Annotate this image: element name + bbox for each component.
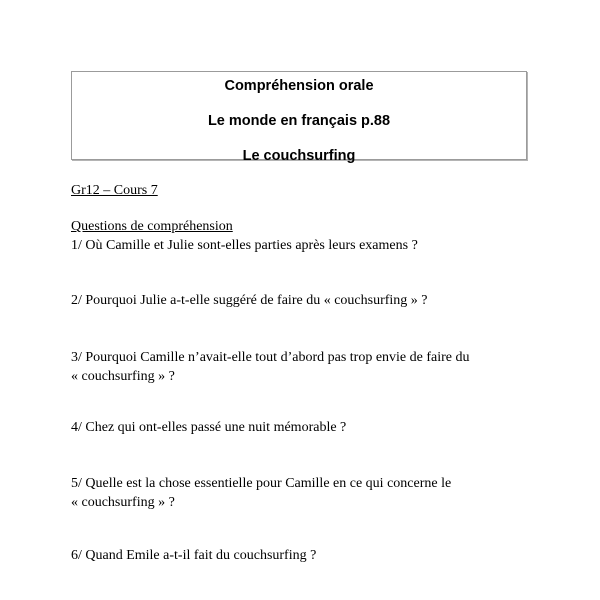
question-line: « couchsurfing » ? bbox=[71, 495, 175, 510]
title-line-textbook: Le monde en français p.88 bbox=[207, 113, 391, 129]
question-line: « couchsurfing » ? bbox=[71, 369, 175, 384]
course-label: Gr12 – Cours 7 bbox=[71, 183, 158, 198]
question-1 bbox=[71, 236, 418, 255]
question-line: 2/ Pourquoi Julie a-t-elle suggéré de faire du « couchsurfing » ? bbox=[71, 293, 428, 308]
section-title: Questions de compréhension bbox=[71, 219, 233, 234]
question-line: 4/ Chez qui ont-elles passé une nuit mémorable ? bbox=[71, 420, 347, 435]
question-line: 5/ Quelle est la chose essentielle pour Camille en ce qui concerne le bbox=[71, 476, 452, 491]
question-6 bbox=[71, 546, 316, 565]
title-line-topic: Le couchsurfing bbox=[242, 148, 356, 164]
title-box bbox=[71, 71, 527, 164]
question-5 bbox=[71, 474, 451, 512]
question-3 bbox=[71, 348, 470, 386]
question-line: 6/ Quand Emile a-t-il fait du couchsurfing ? bbox=[71, 548, 317, 563]
title-line-activity: Compréhension orale bbox=[224, 78, 374, 94]
question-2 bbox=[71, 291, 428, 310]
question-line: 3/ Pourquoi Camille n’avait-elle tout d’abord pas trop envie de faire du bbox=[71, 350, 470, 365]
question-line: 1/ Où Camille et Julie sont-elles parties après leurs examens ? bbox=[71, 238, 418, 253]
question-4 bbox=[71, 418, 346, 437]
